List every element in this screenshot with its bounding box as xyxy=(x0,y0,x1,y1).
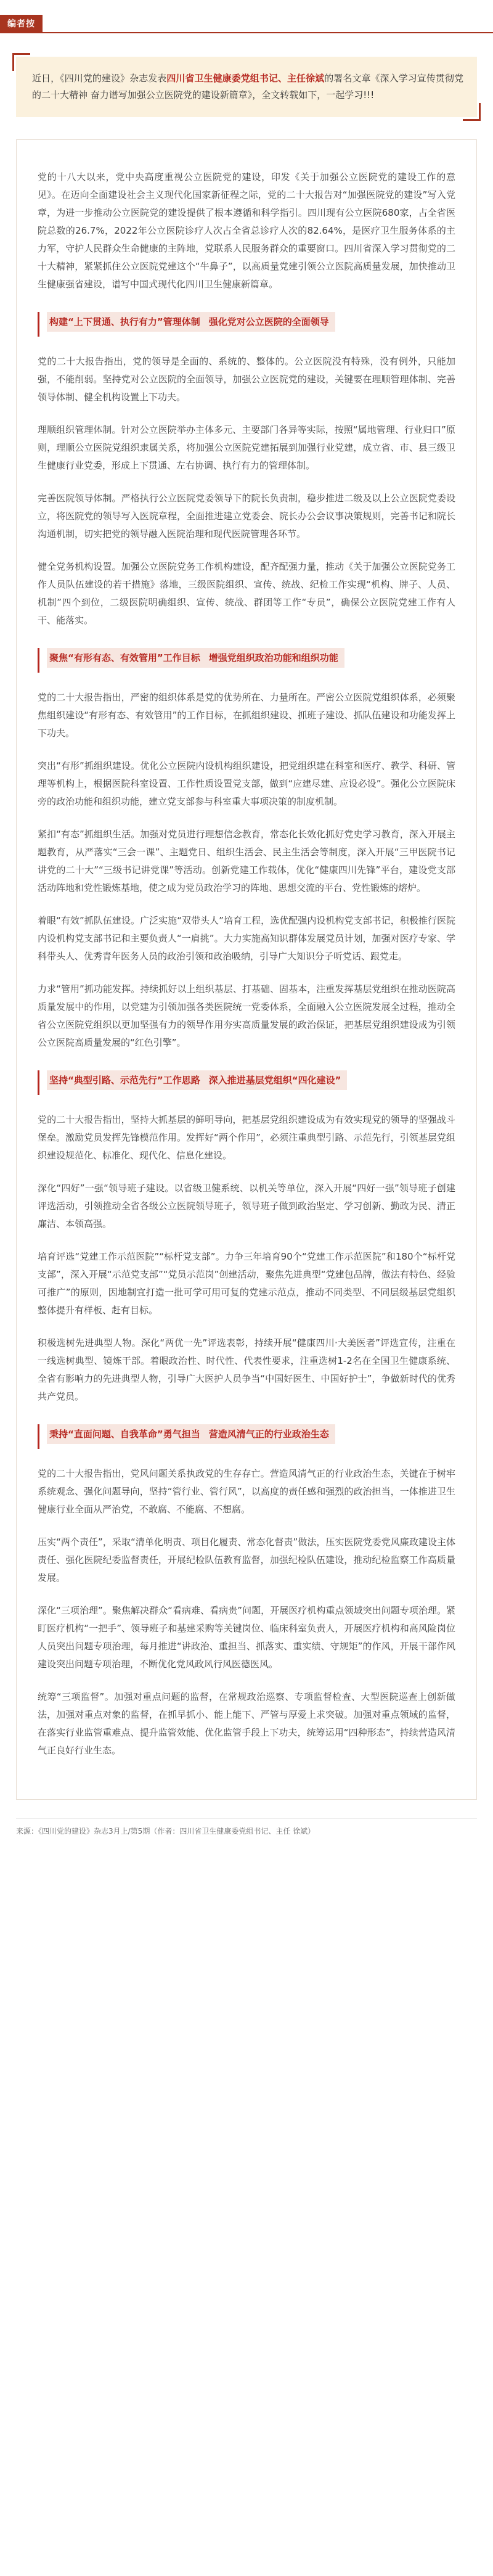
body-paragraph: 深化“四好”一强“领导班子建设。以省级卫健系统、以机关等单位，深入开展“四好一强”领导班子创建评选活动，引领推动全省各级公立医院领导班子，领导班子做到政治坚定、学习创新、勤政为民、清正廉洁、本领高强。 xyxy=(38,1183,455,1229)
body-paragraph: 健全党务机构设置。加强公立医院党务工作机构建设，配齐配强力量，推动《关于加强公立医院党务工作人员队伍建设的若干措施》落地，三级医院组织、宣传、统战、纪检工作实现“机构、牌子、人员、机制”四个到位，二级医院明确组织、宣传、统战、群团等工作“专员”，确保公立医院党建工作有人干、能落实。 xyxy=(38,561,455,626)
section-heading-line: 增强党组织政治功能和组织功能 xyxy=(206,648,344,668)
body-paragraph: 党的二十大报告指出，严密的组织体系是党的优势所在、力量所在。严密公立医院党组织体系，必须聚焦组织建设“有形有态、有效管用”的工作目标，在抓组织建设、抓班子建设、抓队伍建设和功能发挥上下功夫。 xyxy=(38,692,455,739)
editor-note-tag: 编者按 xyxy=(0,15,43,33)
body-paragraph: 党的二十大报告指出，党风问题关系执政党的生存存亡。营造风清气正的行业政治生态，关键在于树牢系统观念、强化问题导向，坚持“管行业、管行风”，以高度的责任感和强烈的政治担当，一体推进卫生健康行业全面从严治党，不敢腐、不能腐、不想腐。 xyxy=(38,1468,455,1515)
intro-text-1: 近日，《四川党的建设》杂志发表 xyxy=(32,73,167,84)
intro-text-2: 的署名文章《深入学习宣传贯彻党的二十大精神 奋力谱写加强公立医院党的建设新篇章》，全文转载如下，一起学习!!! xyxy=(32,73,463,100)
section-heading-line: 聚焦“有形有态、有效管用”工作目标 xyxy=(47,648,206,668)
section-heading xyxy=(38,312,455,337)
body-paragraph: 理顺组织管理体制。针对公立医院举办主体多元、主要部门各异等实际，按照“属地管理、行业归口”原则，理顺公立医院党组织隶属关系，将加强公立医院党建拓展到加强行业党建，成立省、市、县三级卫生健康行业党委，形成上下贯通、左右协调、执行有力的管理体制。 xyxy=(38,424,455,471)
body-paragraph: 党的十八大以来，党中央高度重视公立医院党的建设，印发《关于加强公立医院党的建设工作的意见》。在迈向全面建设社会主义现代化国家新征程之际，党的二十大报告对“加强医院党的建设”写入党章，为进一步推动公立医院党的建设提供了根本遵循和科学指引。四川现有公立医院680家，占全省医院总数的26.7%，2022年公立医院诊疗人次占全省总诊疗人次的82.64%，是医疗卫生服务体系的主力军，守护人民群众生命健康的主阵地，党联系人民服务群众的重要窗口。四川省深入学习贯彻党的二十大精神，紧紧抓住公立医院党建这个“牛鼻子”，以高质量党建引领公立医院高质量发展，加快推动卫生健康强省建设，谱写中国式现代化四川卫生健康新篇章。 xyxy=(38,171,455,290)
body-paragraph: 统筹“三项监督”。加强对重点问题的监督，在常规政治巡察、专项监督检查、大型医院巡查上创新做法，加强对重点对象的监督，在抓早抓小、能上能下、严管与厚爱上求突破。加强对重点领域的监督，在落实行业监管重难点、提升监管效能、优化监管手段上下功夫，统筹运用“四种形态”，持续营造风清气正良好行业生态。 xyxy=(38,1691,455,1756)
article-body xyxy=(16,139,477,1800)
section-heading xyxy=(38,648,455,673)
section-heading-line: 深入推进基层党组织“四化建设” xyxy=(206,1070,348,1090)
body-paragraph: 培育评选“党建工作示范医院”“标杆党支部”。力争三年培育90个“党建工作示范医院”和180个“标杆党支部”，深入开展“示范党支部”“党员示范岗”创建活动，聚焦先进典型“党建包品牌，做法有特色、经验可推广”的原则，因地制宜打造一批可学可用可复的党建示范点，推动不同类型、不同层级基层党组织整体提升有样板、赶有目标。 xyxy=(38,1251,455,1316)
editor-note-bar xyxy=(0,0,493,36)
section-heading-line: 强化党对公立医院的全面领导 xyxy=(206,312,335,332)
editor-note-rule xyxy=(0,32,493,33)
body-paragraph: 压实“两个责任”，采取“清单化明责、项目化履责、常态化督责”做法，压实医院党委党风廉政建设主体责任、强化医院纪委监督责任，开展纪检队伍教育监督，加强纪检队伍建设，推动纪检监察工作高质量发展。 xyxy=(38,1536,455,1583)
intro-highlight: 四川省卫生健康委党组书记、主任徐斌 xyxy=(166,73,325,84)
section-heading xyxy=(38,1070,455,1095)
body-paragraph: 突出“有形”抓组织建设。优化公立医院内设机构组织建设，把党组织建在科室和医疗、教学、科研、管理等机构上，根据医院科室设置、工作性质设置党支部，做到“应建尽建、应设必设”。强化公立医院床旁的政治功能和组织功能，建立党支部参与科室重大事项决策的制度机制。 xyxy=(38,760,455,807)
section-heading xyxy=(38,1424,455,1449)
body-paragraph: 党的二十大报告指出，党的领导是全面的、系统的、整体的。公立医院没有特殊，没有例外，只能加强，不能削弱。坚持党对公立医院的全面领导，加强公立医院党的建设，关键要在理顺管理体制、完善领导体制、健全机构设置上下功夫。 xyxy=(38,356,455,403)
body-paragraph: 深化“三项治理”。聚焦解决群众“看病难、看病贵”问题，开展医疗机构重点领域突出问题专项治理。紧盯医疗机构“一把手”、领导班子和基建采购等关键岗位、临床科室负责人，开展医疗机构和高风险岗位人员突出问题专项治理，每月推进“讲政治、重担当、抓落实、重实绩、守规矩”的作风，开展干部作风建设突出问题专项治理，不断优化党风政风行风医德医风。 xyxy=(38,1605,455,1670)
body-paragraph: 积极选树先进典型人物。深化“两优一先”评选表彰，持续开展“健康四川·大美医者”评选宣传，注重在一线选树典型、镜炼干部。着眼政治性、时代性、代表性要求，注重选树1-2名在全国卫生健康系统、全省有影响力的先进典型人物，引导广大医护人员争当“中国好医生、中国好护士”，争做新时代的优秀共产党员。 xyxy=(38,1337,455,1402)
section-heading-line: 坚持“典型引路、示范先行”工作思路 xyxy=(47,1070,206,1090)
body-paragraph: 力求“管用”抓功能发挥。持续抓好以上组织基层、打基础、固基本，注重发挥基层党组织在推动医院高质量发展中的作用，以党建为引领加强各类医院统一党委体系，全面融入公立医院发展全过程，推动全省公立医院党组织以更加坚强有力的领导作用夯实高质量发展的政治保证，把基层党组织建设成为引领公立医院高质量发展的“红色引擎”。 xyxy=(38,983,455,1048)
body-paragraph: 完善医院领导体制。严格执行公立医院党委领导下的院长负责制，稳步推进二级及以上公立医院党委设立，将医院党的领导写入医院章程，全面推进建立党委会、院长办公会议事决策规则，完善书记和院长沟通机制，切实把党的领导融入医院治理和现代医院管理各环节。 xyxy=(38,493,455,539)
section-heading-line: 营造风清气正的行业政治生态 xyxy=(206,1424,335,1444)
body-paragraph: 紧扣“有态”抓组织生活。加强对党员进行理想信念教育，常态化长效化抓好党史学习教育，深入开展主题教育，从严落实“三会一课”、主题党日、组织生活会、民主生活会等制度，深入开展“三甲医院书记讲党的二十大”“三级书记讲党课”等活动。创新党建工作载体，优化“健康四川先锋”平台，建设党支部活动阵地和党性锻炼基地，使之成为党员政治学习的阵地、思想交流的平台、党性锻炼的熔炉。 xyxy=(38,829,455,893)
section-heading-line: 秉持“直面问题、自我革命”勇气担当 xyxy=(47,1424,206,1444)
body-paragraph: 着眼“有效”抓队伍建设。广泛实施“双带头人”培育工程，选优配强内设机构党支部书记，积极推行医院内设机构党支部书记和主要负责人“一肩挑”。大力实施高知识群体发展党员计划，加强对医疗专家、学科带头人、优秀青年医务人员的政治引领和政治吸纳，引导广大知识分子听党话、跟党走。 xyxy=(38,915,455,962)
editor-note-box xyxy=(16,57,477,117)
source-note: 来源：《四川党的建设》杂志3月上/第5期（作者：四川省卫生健康委党组书记、主任 徐斌） xyxy=(16,1818,477,1837)
section-heading-line: 构建“上下贯通、执行有力”管理体制 xyxy=(47,312,206,332)
body-paragraph: 党的二十大报告指出，坚持大抓基层的鲜明导向，把基层党组织建设成为有效实现党的领导的坚强战斗堡垒。激励党员发挥先锋模范作用。发挥好“两个作用”，必须注重典型引路、示范先行，引领基层党组织建设规范化、标准化、现代化、信息化建设。 xyxy=(38,1114,455,1161)
